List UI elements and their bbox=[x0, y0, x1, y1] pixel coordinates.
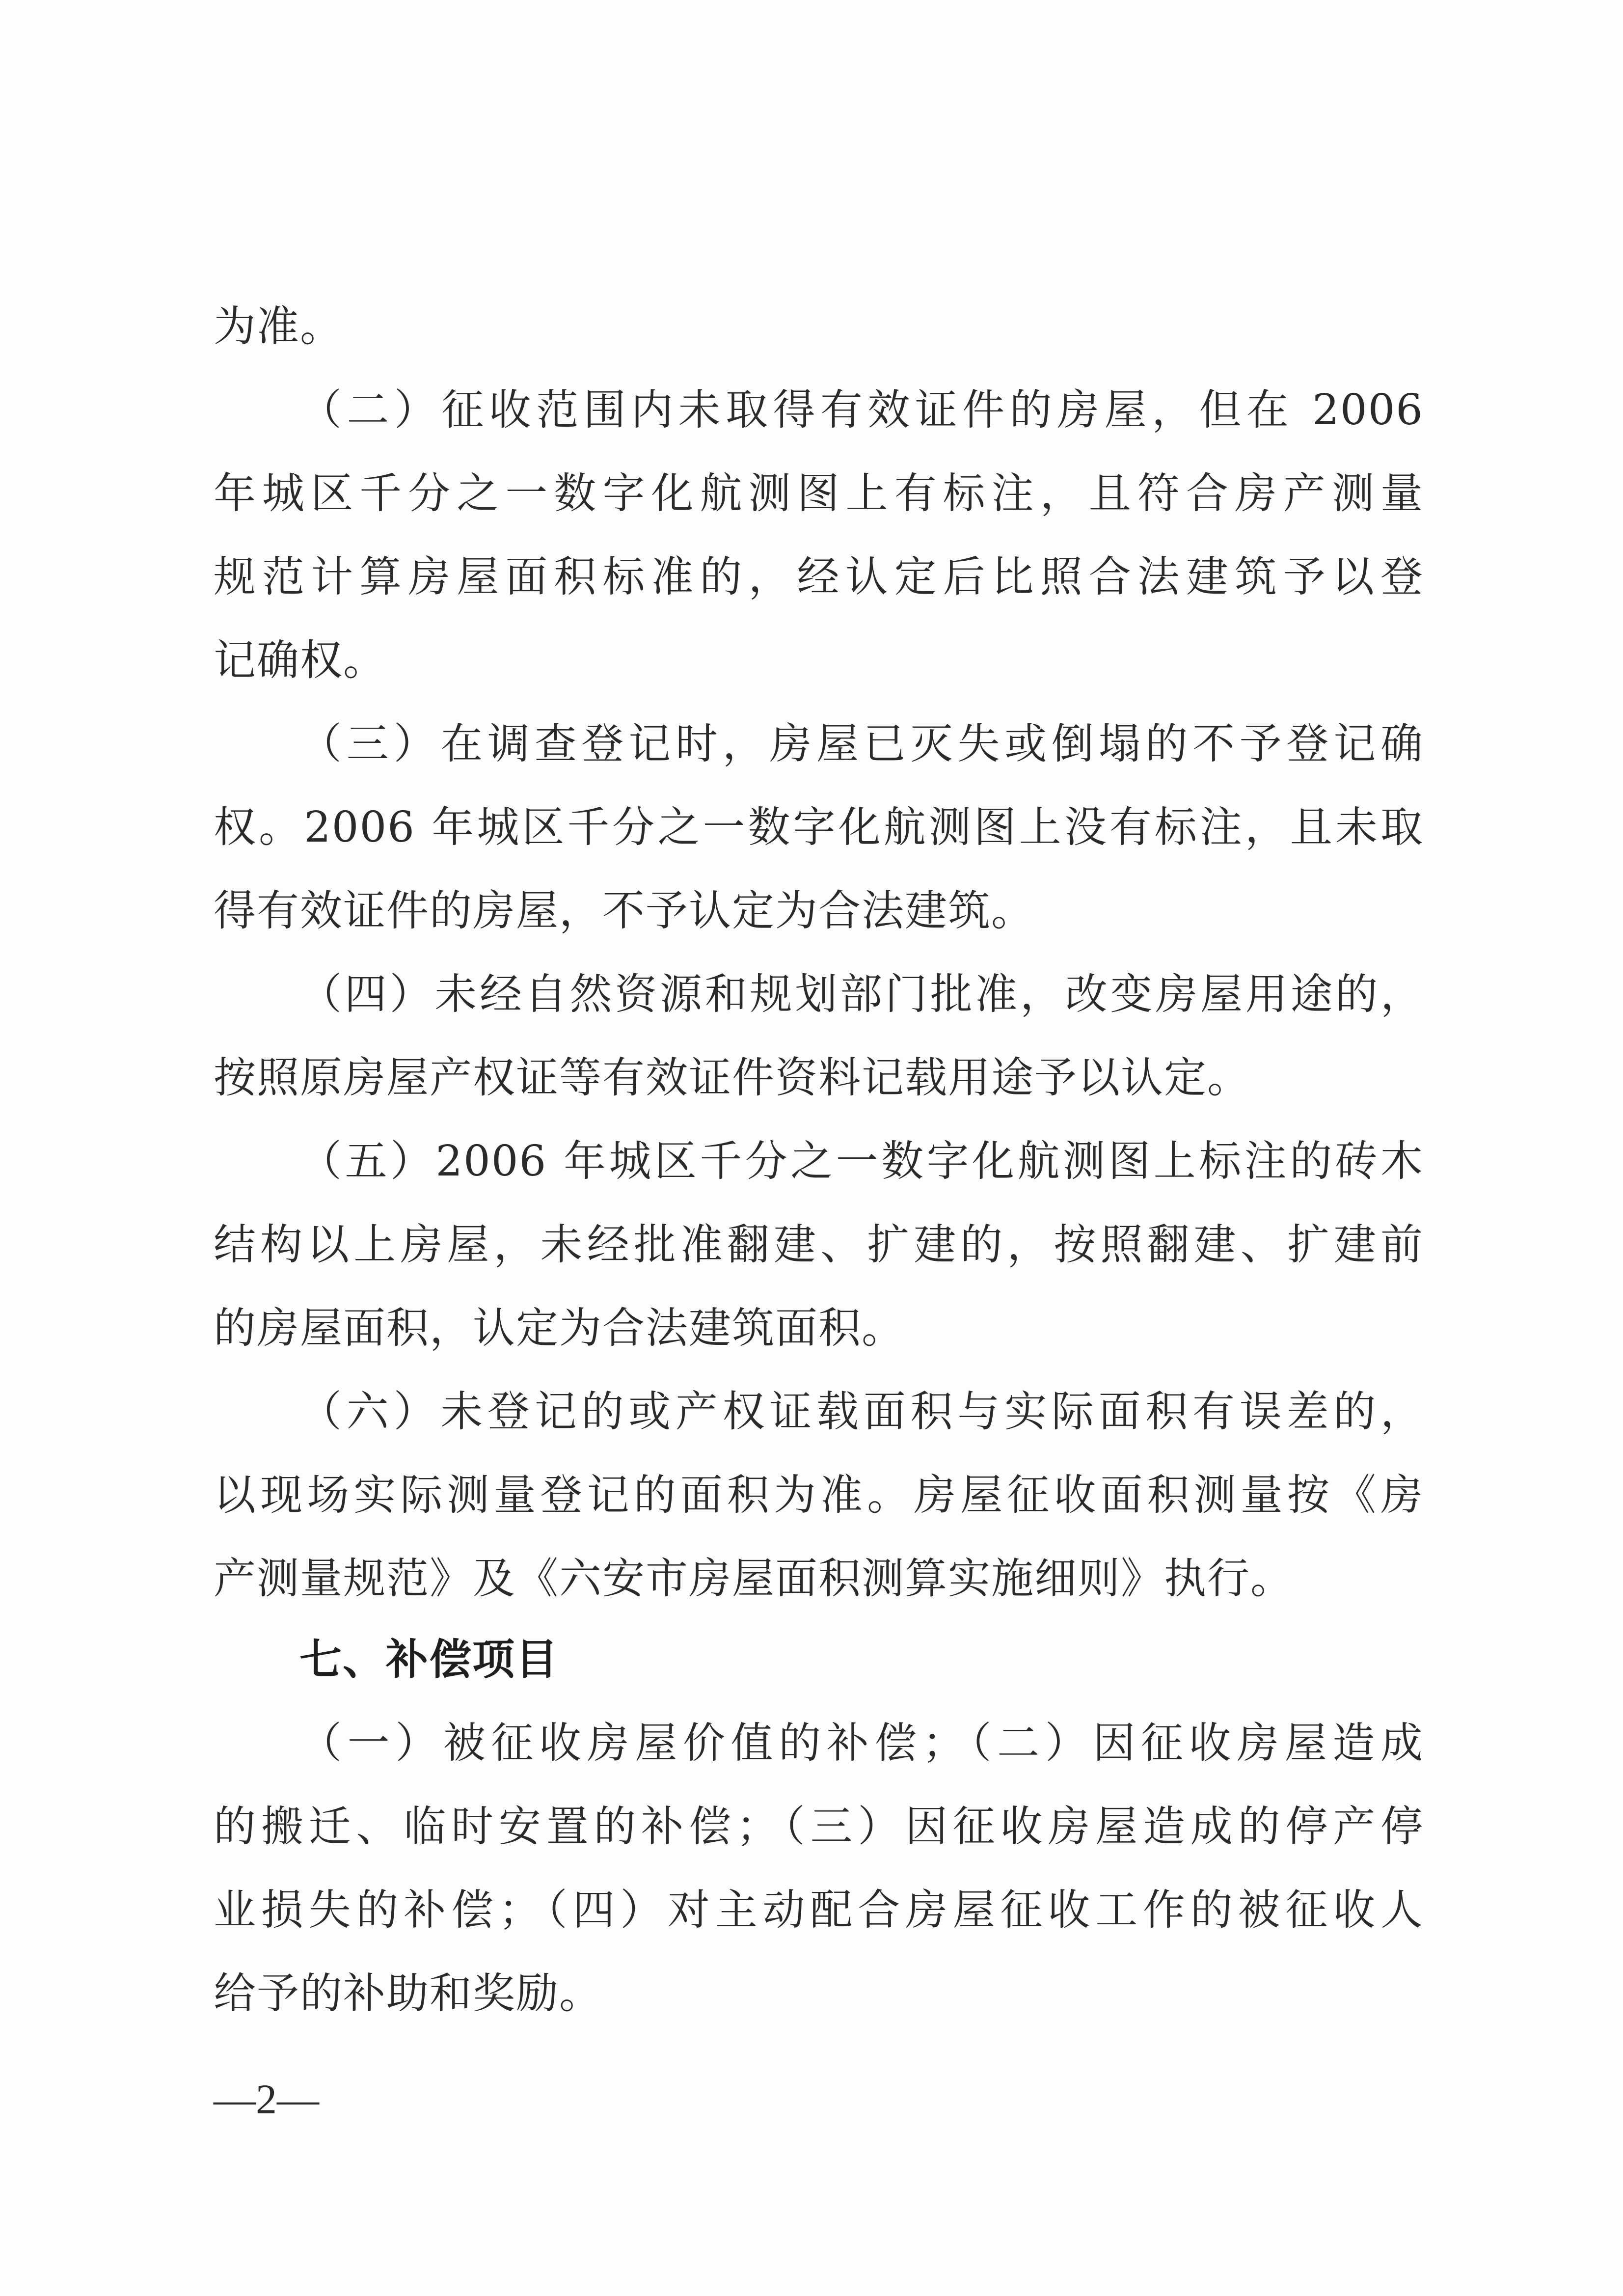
paragraph-7-line-2: 的搬迁、临时安置的补偿；（三）因征收房屋造成的停产停 bbox=[214, 1802, 1424, 1851]
page-number: —2— bbox=[214, 2076, 319, 2123]
paragraph-7-line-1: （一）被征收房屋价值的补偿；（二）因征收房屋造成 bbox=[299, 1719, 1424, 1768]
paragraph-6-line-3: 产测量规范》及《六安市房屋面积测算实施细则》执行。 bbox=[214, 1554, 1294, 1603]
paragraph-5-line-1: （五）2006 年城区千分之一数字化航测图上标注的砖木 bbox=[299, 1137, 1424, 1186]
paragraph-2-line-3: 规范计算房屋面积标准的，经认定后比照合法建筑予以登 bbox=[214, 552, 1424, 601]
paragraph-7-line-3: 业损失的补偿；（四）对主动配合房屋征收工作的被征收人 bbox=[214, 1886, 1424, 1935]
paragraph-5-line-3: 的房屋面积，认定为合法建筑面积。 bbox=[214, 1304, 905, 1353]
paragraph-2-line-1: （二）征收范围内未取得有效证件的房屋，但在 2006 bbox=[299, 385, 1424, 435]
paragraph-6-line-2: 以现场实际测量登记的面积为准。房屋征收面积测量按《房 bbox=[214, 1471, 1424, 1520]
paragraph-2-line-4: 记确权。 bbox=[214, 636, 386, 685]
paragraph-4-line-1: （四）未经自然资源和规划部门批准，改变房屋用途的， bbox=[299, 970, 1424, 1019]
paragraph-5-line-2: 结构以上房屋，未经批准翻建、扩建的，按照翻建、扩建前 bbox=[214, 1220, 1424, 1269]
paragraph-6-line-1: （六）未登记的或产权证载面积与实际面积有误差的， bbox=[299, 1387, 1424, 1436]
section-heading: 七、补偿项目 bbox=[299, 1635, 559, 1684]
paragraph-3-line-2: 权。2006 年城区千分之一数字化航测图上没有标注，且未取 bbox=[214, 803, 1424, 852]
paragraph-7-line-4: 给予的补助和奖励。 bbox=[214, 1969, 602, 2018]
paragraph-3-line-1: （三）在调查登记时，房屋已灭失或倒塌的不予登记确 bbox=[299, 719, 1424, 768]
paragraph-2-line-2: 年城区千分之一数字化航测图上有标注，且符合房产测量 bbox=[214, 469, 1424, 518]
paragraph-3-line-3: 得有效证件的房屋，不予认定为合法建筑。 bbox=[214, 886, 1034, 935]
paragraph-4-line-2: 按照原房屋产权证等有效证件资料记载用途予以认定。 bbox=[214, 1053, 1250, 1102]
text-line: 为准。 bbox=[214, 302, 343, 351]
